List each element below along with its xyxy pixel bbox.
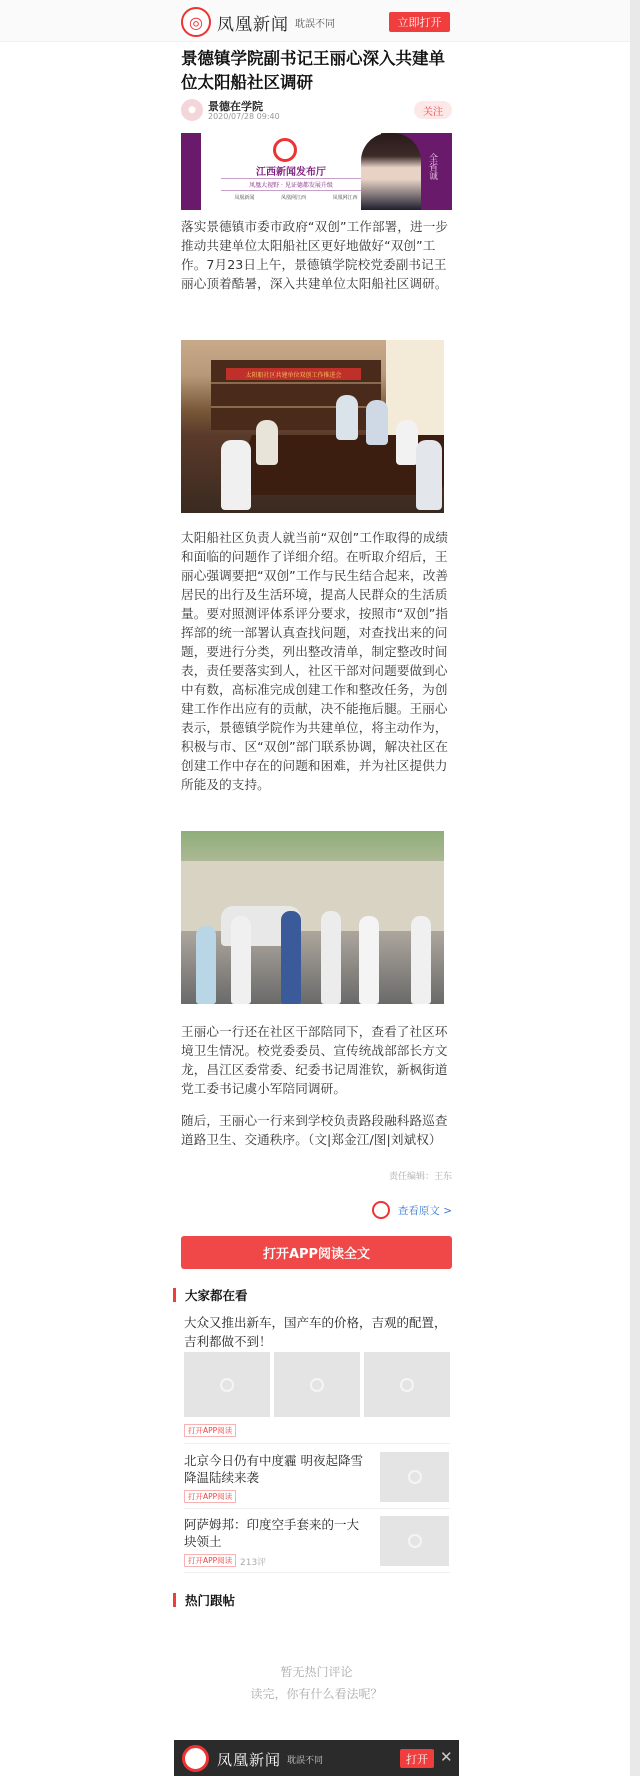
article-photo-meeting xyxy=(181,340,444,513)
news-item-title[interactable]: 大众又推出新车，国产车的价格，吉观的配置，吉利都做不到！ xyxy=(184,1315,447,1349)
banner-subtitle: 凤凰大视野 · 见证德都发展升级 xyxy=(221,178,361,191)
banner-logos xyxy=(221,194,371,201)
follow-button[interactable]: 关注 xyxy=(414,101,452,119)
photo-person xyxy=(411,916,431,1004)
placeholder-icon xyxy=(408,1534,422,1548)
article-photo-inspection xyxy=(181,831,444,1004)
ifeng-logo[interactable] xyxy=(181,7,335,37)
no-comments-text: 暂无热门评论 xyxy=(280,1665,353,1679)
article-paragraph: 太阳船社区负责人就当前“双创”工作取得的成绩和面临的问题作了详细介绍。在听取介绍后，王丽心强调要把“双创”工作与民生结合起来，改善居民的出行及生活环境，提高人民群众的生活质量。要对照测评体系评分要求，按照市“双创”指挥部的统一部署认真查找问题，对查找出来的问题，要进行分类，列出整改清单，制定整改时间表，责任要落实到人，社区干部对问题要做到心中有数，高标准完成创建工作和整改任务，为创建工作作出应有的贡献，决不能拖后腿。王丽心表示，景德镇学院作为共建单位，将主动作为，积极与市、区“双创”部门联系协调，解决社区在创建工作中存在的问题和困难，并为社区提供力所能及的支持。 xyxy=(181,530,449,792)
photo-person xyxy=(359,916,379,1004)
article-title: 景德镇学院副书记王丽心深入共建单位太阳船社区调研 xyxy=(181,49,445,92)
comments-section-header xyxy=(173,1591,453,1609)
comment-prompt-text: 读完，你有什么看法呢？ xyxy=(250,1687,383,1701)
photo-person xyxy=(196,926,216,1004)
photo-person xyxy=(366,400,388,445)
banner-panel xyxy=(201,133,381,210)
photo-person xyxy=(321,911,341,1004)
photo-person xyxy=(416,440,442,510)
ifeng-logo-icon xyxy=(182,1745,209,1772)
list-divider xyxy=(184,1572,450,1573)
photo-person xyxy=(281,911,301,1004)
logo-name: 凤凰新闻 xyxy=(217,14,289,35)
bottom-logo-slogan: 耽誤不同 xyxy=(287,1756,324,1766)
open-app-header-button[interactable]: 立即打开 xyxy=(389,12,450,32)
news-thumbnail[interactable] xyxy=(364,1352,450,1417)
banner-logo-text: 凤凰网江西 xyxy=(332,195,358,201)
placeholder-icon xyxy=(310,1378,324,1392)
placeholder-icon xyxy=(400,1378,414,1392)
article-paragraph: 随后，王丽心一行来到学校负责路段融科路巡查道路卫生、交通秩序。（文|郑金江/图|刘斌权） xyxy=(181,1113,448,1147)
placeholder-icon xyxy=(220,1378,234,1392)
banner-heading: 江西新闻发布厅 xyxy=(256,167,326,178)
editor-credit: 责任编辑：王东 xyxy=(388,1172,452,1182)
placeholder-icon xyxy=(408,1470,422,1484)
ifeng-logo-icon: ◎ xyxy=(181,7,211,37)
recommend-section-title: 大家都在看 xyxy=(185,1288,248,1303)
comments-section-title: 热门跟帖 xyxy=(185,1593,236,1608)
photo-person xyxy=(221,440,251,510)
photo-person xyxy=(396,420,418,465)
open-app-tag[interactable]: 打开APP阅读 xyxy=(184,1490,236,1503)
banner-signature: 全省诚 xyxy=(427,153,437,180)
page-scrollbar[interactable] xyxy=(630,0,640,1776)
logo-slogan: 耽誤不同 xyxy=(295,18,335,30)
top-header xyxy=(0,0,630,42)
news-thumbnail[interactable] xyxy=(184,1352,270,1417)
close-icon[interactable]: ✕ xyxy=(440,1748,453,1766)
open-app-read-button[interactable]: 打开APP阅读全文 xyxy=(181,1236,452,1269)
author-name[interactable]: 景德在学院 xyxy=(208,100,263,113)
article-paragraph: 落实景德镇市委市政府“双创”工作部署，进一步推动共建单位太阳船社区更好地做好“双创”工作。7月23日上午，景德镇学院校党委副书记王丽心顶着酷暑，深入共建单位太阳船社区调研。 xyxy=(181,219,449,291)
news-thumbnail[interactable] xyxy=(380,1452,449,1502)
photo-person xyxy=(231,916,251,1004)
news-item-title[interactable]: 北京今日仍有中度霾 明夜起降雪降温陆续来袭 xyxy=(184,1453,363,1485)
author-row xyxy=(181,98,452,124)
list-divider xyxy=(184,1443,450,1444)
photo-meeting-banner: 太阳船社区共建单位双创工作推进会 xyxy=(226,368,361,380)
photo-person xyxy=(256,420,278,465)
banner-logo-text: 凤凰新闻 xyxy=(234,195,255,201)
news-thumbnail[interactable] xyxy=(274,1352,360,1417)
comment-count: 213评 xyxy=(240,1558,267,1568)
banner-logo-text: 凤凰网江西 xyxy=(280,195,306,201)
view-original-link[interactable]: 查看原文 > xyxy=(397,1204,452,1217)
article-paragraph: 王丽心一行还在社区干部陪同下，查看了社区环境卫生情况。校党委委员、宣传统战部部长方文龙，昌江区委常委、纪委书记周淮钦，新枫街道党工委书记虞小军陪同调研。 xyxy=(181,1024,448,1096)
news-item-title[interactable]: 阿萨姆邦：印度空手套来的一大块领土 xyxy=(184,1517,360,1549)
banner-portrait xyxy=(361,133,421,210)
publish-time: 2020/07/28 09:40 xyxy=(208,112,280,121)
news-thumbnail[interactable] xyxy=(380,1516,449,1566)
ifeng-small-icon xyxy=(372,1201,390,1219)
section-accent-bar xyxy=(173,1593,176,1607)
open-app-tag[interactable]: 打开APP阅读 xyxy=(184,1424,236,1437)
bottom-app-banner xyxy=(174,1740,459,1776)
photo-person xyxy=(336,395,358,440)
banner-logo-icon xyxy=(273,138,297,162)
recommend-section-header xyxy=(173,1286,453,1304)
section-accent-bar xyxy=(173,1288,176,1302)
open-app-tag[interactable]: 打开APP阅读 xyxy=(184,1554,236,1567)
author-avatar[interactable]: ● xyxy=(181,99,203,121)
article-banner-image xyxy=(181,133,452,210)
view-original-row xyxy=(181,1200,452,1220)
list-divider xyxy=(184,1508,450,1509)
bottom-logo-name: 凤凰新闻 xyxy=(217,1751,282,1769)
bottom-open-button[interactable]: 打开 xyxy=(400,1749,434,1768)
